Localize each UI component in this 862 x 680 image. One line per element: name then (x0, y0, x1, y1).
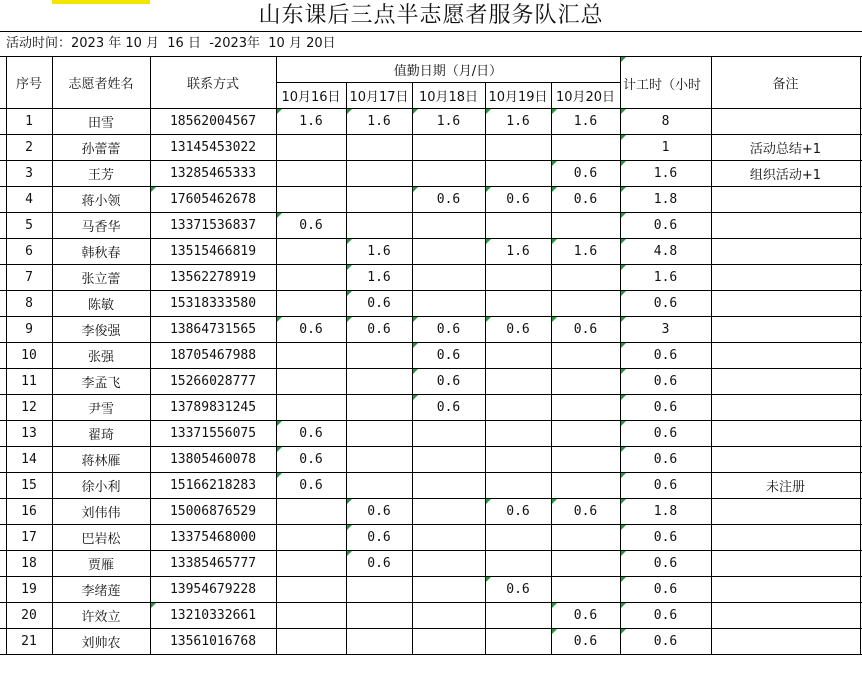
row-seq[interactable]: 15 (21, 477, 37, 493)
cell-marker (621, 603, 626, 608)
row-phone[interactable]: 17605462678 (169, 191, 257, 207)
row-duty-2[interactable] (346, 394, 412, 420)
cell-marker (277, 317, 282, 322)
row-duty-5[interactable]: 0.6 (573, 633, 598, 649)
row-duty-3[interactable]: 0.6 (436, 399, 461, 415)
row-note[interactable] (711, 342, 860, 368)
row-hours[interactable]: 1.6 (653, 165, 678, 181)
cell-marker (552, 161, 557, 166)
row-duty-5[interactable] (551, 368, 620, 394)
header-name[interactable]: 志愿者姓名 (68, 76, 134, 92)
row-note[interactable] (711, 576, 860, 602)
row-duty-4[interactable] (485, 134, 551, 160)
cell-marker (621, 395, 626, 400)
row-duty-2[interactable]: 0.6 (367, 503, 391, 519)
row-duty-4[interactable]: 0.6 (506, 581, 530, 597)
row-seq[interactable]: 11 (21, 373, 37, 389)
row-phone[interactable]: 13375468000 (169, 529, 257, 545)
cell-marker (347, 525, 352, 530)
cell-marker (347, 239, 352, 244)
cell-marker (621, 551, 626, 556)
row-duty-2[interactable] (346, 368, 412, 394)
row-note[interactable] (711, 524, 860, 550)
row-duty-4[interactable] (485, 342, 551, 368)
row-duty-3[interactable] (412, 576, 485, 602)
row-duty-4[interactable] (485, 446, 551, 472)
row-duty-1[interactable]: 0.6 (299, 425, 323, 441)
row-hours[interactable]: 0.6 (653, 399, 678, 415)
row-duty-5[interactable] (551, 264, 620, 290)
row-hours[interactable]: 0.6 (653, 607, 678, 623)
row-duty-4[interactable]: 0.6 (506, 321, 530, 337)
cell-marker (621, 577, 626, 582)
row-note[interactable] (711, 498, 860, 524)
row-duty-5[interactable] (551, 290, 620, 316)
cell-marker (621, 473, 626, 478)
row-duty-2[interactable]: 1.6 (367, 269, 391, 285)
row-hours[interactable]: 1.6 (653, 269, 678, 285)
row-duty-4[interactable] (485, 368, 551, 394)
cell-marker (621, 57, 626, 62)
row-duty-2[interactable]: 0.6 (367, 555, 391, 571)
cell-marker (621, 291, 626, 296)
row-duty-1[interactable] (276, 524, 346, 550)
row-duty-5[interactable] (551, 394, 620, 420)
cell-marker (621, 109, 626, 114)
cell-marker (552, 317, 557, 322)
cell-marker (552, 187, 557, 192)
row-seq[interactable]: 7 (25, 269, 33, 285)
row-note[interactable]: 未注册 (765, 479, 805, 495)
row-duty-3[interactable] (412, 602, 485, 628)
row-note[interactable] (711, 368, 860, 394)
row-hours[interactable]: 0.6 (653, 555, 678, 571)
row-duty-3[interactable]: 0.6 (436, 191, 461, 207)
row-seq[interactable]: 9 (25, 321, 33, 337)
row-name[interactable]: 翟琦 (87, 427, 114, 443)
row-phone[interactable]: 13371556075 (169, 425, 257, 441)
row-duty-4[interactable] (485, 472, 551, 498)
row-duty-5[interactable]: 0.6 (573, 607, 598, 623)
cell-marker (621, 265, 626, 270)
row-duty-5[interactable] (551, 524, 620, 550)
row-hours[interactable]: 1.8 (653, 191, 678, 207)
row-name[interactable]: 尹雪 (87, 401, 114, 417)
row-duty-4[interactable] (485, 290, 551, 316)
row-note[interactable] (711, 264, 860, 290)
row-name[interactable]: 韩秋春 (81, 245, 121, 261)
row-duty-2[interactable] (346, 212, 412, 238)
row-note[interactable] (711, 108, 860, 134)
row-phone[interactable]: 13385465777 (169, 555, 257, 571)
row-duty-5[interactable] (551, 134, 620, 160)
row-duty-5[interactable]: 0.6 (573, 165, 598, 181)
row-duty-3[interactable]: 1.6 (436, 113, 461, 129)
row-name[interactable]: 王芳 (87, 167, 114, 183)
row-hours[interactable]: 0.6 (653, 217, 678, 233)
cell-marker (277, 473, 282, 478)
row-phone[interactable]: 15266028777 (169, 373, 257, 389)
cell-marker (413, 343, 418, 348)
row-duty-3[interactable]: 0.6 (436, 321, 461, 337)
row-duty-3[interactable] (412, 290, 485, 316)
cell-marker (413, 369, 418, 374)
cell-marker (151, 187, 156, 192)
row-duty-1[interactable] (276, 602, 346, 628)
row-duty-3[interactable] (412, 550, 485, 576)
row-duty-4[interactable] (485, 602, 551, 628)
cell-marker (413, 395, 418, 400)
cell-marker (621, 447, 626, 452)
cell-marker (277, 213, 282, 218)
row-hours[interactable]: 0.6 (653, 529, 678, 545)
row-duty-3[interactable]: 0.6 (436, 347, 461, 363)
row-phone[interactable]: 15166218283 (169, 477, 257, 493)
row-name[interactable]: 田雪 (87, 115, 114, 131)
row-name[interactable]: 李孟飞 (81, 375, 121, 391)
row-phone[interactable]: 13562278919 (169, 269, 257, 285)
row-note[interactable] (711, 446, 860, 472)
row-duty-1[interactable] (276, 498, 346, 524)
cell-marker (347, 317, 352, 322)
row-duty-2[interactable] (346, 186, 412, 212)
row-duty-3[interactable] (412, 628, 485, 654)
row-phone[interactable]: 13561016768 (169, 633, 257, 649)
row-name[interactable]: 李绪莲 (81, 583, 121, 599)
cell-marker (347, 265, 352, 270)
row-seq[interactable]: 13 (21, 425, 37, 441)
cell-marker (552, 109, 557, 114)
row-note[interactable] (711, 238, 860, 264)
row-seq[interactable]: 3 (25, 165, 33, 181)
cell-marker (621, 369, 626, 374)
row-duty-1[interactable] (276, 290, 346, 316)
row-duty-5[interactable]: 1.6 (573, 113, 598, 129)
row-duty-3[interactable] (412, 212, 485, 238)
row-duty-3[interactable] (412, 472, 485, 498)
row-duty-3[interactable] (412, 446, 485, 472)
cell-marker (552, 629, 557, 634)
row-phone[interactable]: 15006876529 (169, 503, 257, 519)
cell-marker (621, 525, 626, 530)
row-hours[interactable]: 0.6 (653, 581, 678, 597)
cell-marker (486, 499, 491, 504)
row-hours[interactable]: 0.6 (653, 477, 678, 493)
row-duty-2[interactable] (346, 446, 412, 472)
row-duty-2[interactable]: 0.6 (367, 529, 391, 545)
row-duty-4[interactable]: 1.6 (506, 243, 530, 259)
row-seq[interactable]: 2 (25, 139, 33, 155)
row-name[interactable]: 巴岩松 (81, 531, 121, 547)
row-seq[interactable]: 4 (25, 191, 33, 207)
row-duty-3[interactable] (412, 524, 485, 550)
cell-marker (486, 109, 491, 114)
row-duty-1[interactable]: 0.6 (299, 321, 323, 337)
row-duty-3[interactable]: 0.6 (436, 373, 461, 389)
row-hours[interactable]: 8 (661, 113, 670, 129)
row-duty-2[interactable] (346, 472, 412, 498)
row-duty-3[interactable] (412, 160, 485, 186)
row-seq[interactable]: 20 (21, 607, 37, 623)
cell-marker (621, 161, 626, 166)
row-duty-3[interactable] (412, 420, 485, 446)
header-date-3[interactable]: 10月18日 (418, 89, 479, 105)
activity-period[interactable]: 活动时间：2023 年 10 月 16 日 -2023年 10 月 20日 (6, 36, 336, 51)
row-duty-2[interactable] (346, 628, 412, 654)
cell-marker (621, 629, 626, 634)
cell-marker (552, 603, 557, 608)
cell-marker (347, 499, 352, 504)
row-duty-5[interactable]: 0.6 (573, 321, 598, 337)
row-seq[interactable]: 21 (21, 633, 37, 649)
row-seq[interactable]: 16 (21, 503, 37, 519)
row-note[interactable] (711, 394, 860, 420)
row-name[interactable]: 李俊强 (81, 323, 121, 339)
row-hours[interactable]: 0.6 (653, 451, 678, 467)
row-duty-2[interactable] (346, 420, 412, 446)
row-hours[interactable]: 1.8 (653, 503, 678, 519)
row-note[interactable] (711, 186, 860, 212)
row-note[interactable]: 组织活动+1 (749, 167, 822, 183)
row-duty-4[interactable]: 0.6 (506, 191, 530, 207)
cell-marker (621, 187, 626, 192)
row-duty-5[interactable]: 0.6 (573, 503, 598, 519)
row-duty-5[interactable] (551, 576, 620, 602)
row-duty-1[interactable] (276, 394, 346, 420)
row-duty-3[interactable] (412, 134, 485, 160)
row-note[interactable] (711, 212, 860, 238)
row-note[interactable] (711, 316, 860, 342)
row-duty-1[interactable] (276, 186, 346, 212)
header-date-4[interactable]: 10月19日 (488, 89, 548, 105)
cell-marker (621, 135, 626, 140)
row-duty-1[interactable] (276, 342, 346, 368)
row-duty-4[interactable] (485, 628, 551, 654)
row-phone[interactable]: 13285465333 (169, 165, 257, 181)
row-hours[interactable]: 0.6 (653, 373, 678, 389)
row-name[interactable]: 刘伟伟 (81, 505, 121, 521)
row-hours[interactable]: 1 (661, 139, 670, 155)
row-phone[interactable]: 13210332661 (169, 607, 257, 623)
row-duty-2[interactable] (346, 160, 412, 186)
row-duty-3[interactable] (412, 264, 485, 290)
row-name[interactable]: 许效立 (81, 609, 121, 625)
row-seq[interactable]: 12 (21, 399, 37, 415)
row-hours[interactable]: 0.6 (653, 295, 678, 311)
row-duty-4[interactable]: 1.6 (506, 113, 530, 129)
row-duty-2[interactable]: 1.6 (367, 113, 391, 129)
row-duty-4[interactable] (485, 212, 551, 238)
row-name[interactable]: 张强 (87, 349, 114, 365)
row-seq[interactable]: 19 (21, 581, 37, 597)
row-hours[interactable]: 3 (661, 321, 670, 337)
cell-marker (621, 317, 626, 322)
row-duty-1[interactable] (276, 160, 346, 186)
row-duty-4[interactable] (485, 550, 551, 576)
row-phone[interactable]: 13145453022 (169, 139, 257, 155)
row-duty-5[interactable] (551, 550, 620, 576)
row-line (0, 654, 862, 655)
cell-marker (347, 109, 352, 114)
cell-marker (486, 187, 491, 192)
cell-marker (552, 499, 557, 504)
row-duty-2[interactable] (346, 602, 412, 628)
row-phone[interactable]: 13954679228 (169, 581, 257, 597)
sheet-title[interactable]: 山东课后三点半志愿者服务队汇总 (258, 3, 604, 28)
row-note[interactable] (711, 628, 860, 654)
row-phone[interactable]: 15318333580 (169, 295, 257, 311)
cell-marker (413, 109, 418, 114)
row-duty-5[interactable] (551, 212, 620, 238)
row-seq[interactable]: 17 (21, 529, 37, 545)
header-date-2[interactable]: 10月17日 (349, 89, 409, 105)
row-note[interactable] (711, 602, 860, 628)
row-name[interactable]: 孙蕾蕾 (81, 141, 121, 157)
row-duty-5[interactable]: 0.6 (573, 191, 598, 207)
row-name[interactable]: 刘帅农 (81, 635, 121, 651)
cell-marker (277, 421, 282, 426)
row-duty-1[interactable] (276, 264, 346, 290)
row-hours[interactable]: 4.8 (653, 243, 678, 259)
row-name[interactable]: 蒋小领 (81, 193, 121, 209)
cell-marker (621, 239, 626, 244)
row-duty-1[interactable]: 1.6 (299, 113, 323, 129)
cell-marker (621, 421, 626, 426)
row-seq[interactable]: 1 (25, 113, 33, 129)
row-duty-1[interactable] (276, 576, 346, 602)
row-duty-5[interactable] (551, 342, 620, 368)
row-phone[interactable]: 18705467988 (169, 347, 257, 363)
row-duty-2[interactable] (346, 134, 412, 160)
header-note[interactable]: 备注 (772, 76, 799, 92)
row-duty-2[interactable]: 0.6 (367, 321, 391, 337)
row-duty-5[interactable] (551, 472, 620, 498)
row-duty-4[interactable]: 0.6 (506, 503, 530, 519)
row-phone[interactable]: 13789831245 (169, 399, 257, 415)
row-phone[interactable]: 13864731565 (169, 321, 257, 337)
row-phone[interactable]: 18562004567 (169, 113, 257, 129)
row-phone[interactable]: 13515466819 (169, 243, 257, 259)
row-name[interactable]: 蒋林雁 (81, 453, 121, 469)
header-seq[interactable]: 序号 (15, 76, 42, 92)
header-date-1[interactable]: 10月16日 (281, 89, 341, 105)
row-duty-2[interactable]: 1.6 (367, 243, 391, 259)
header-contact[interactable]: 联系方式 (186, 76, 239, 92)
row-duty-4[interactable] (485, 160, 551, 186)
cell-marker (413, 317, 418, 322)
row-name[interactable]: 陈敏 (87, 297, 114, 313)
row-seq[interactable]: 5 (25, 217, 33, 233)
row-duty-3[interactable] (412, 498, 485, 524)
row-duty-2[interactable] (346, 342, 412, 368)
row-seq[interactable]: 8 (25, 295, 33, 311)
row-duty-3[interactable] (412, 238, 485, 264)
row-duty-4[interactable] (485, 420, 551, 446)
row-duty-1[interactable]: 0.6 (299, 451, 323, 467)
cell-marker (552, 239, 557, 244)
cell-marker (151, 603, 156, 608)
row-note[interactable]: 活动总结+1 (749, 141, 822, 157)
cell-marker (347, 551, 352, 556)
cell-marker (486, 239, 491, 244)
row-duty-1[interactable] (276, 550, 346, 576)
header-date-5[interactable]: 10月20日 (555, 89, 616, 105)
row-name[interactable]: 贾雁 (87, 557, 114, 573)
row-duty-4[interactable] (485, 394, 551, 420)
cell-marker (486, 577, 491, 582)
row-duty-1[interactable] (276, 134, 346, 160)
row-duty-4[interactable] (485, 524, 551, 550)
row-name[interactable]: 徐小利 (81, 479, 121, 495)
header-duty-dates[interactable]: 值勤日期（月/日） (393, 63, 503, 79)
row-seq[interactable]: 18 (21, 555, 37, 571)
row-duty-5[interactable] (551, 420, 620, 446)
row-seq[interactable]: 14 (21, 451, 37, 467)
row-note[interactable] (711, 290, 860, 316)
row-duty-2[interactable] (346, 576, 412, 602)
row-duty-2[interactable]: 0.6 (367, 295, 391, 311)
cell-marker (277, 109, 282, 114)
cell-marker (347, 291, 352, 296)
row-phone[interactable]: 13371536837 (169, 217, 257, 233)
row-note[interactable] (711, 550, 860, 576)
cell-marker (486, 317, 491, 322)
header-hours[interactable]: 计工时（小时 (623, 78, 702, 93)
row-duty-5[interactable] (551, 446, 620, 472)
row-hours[interactable]: 0.6 (653, 425, 678, 441)
row-duty-1[interactable] (276, 628, 346, 654)
row-hours[interactable]: 0.6 (653, 347, 678, 363)
row-duty-5[interactable]: 1.6 (573, 243, 598, 259)
cell-marker (621, 499, 626, 504)
row-duty-1[interactable]: 0.6 (299, 477, 323, 493)
column-line (860, 56, 861, 654)
row-name[interactable]: 马香华 (81, 219, 121, 235)
row-seq[interactable]: 6 (25, 243, 33, 259)
cell-marker (621, 343, 626, 348)
title-underline (0, 31, 862, 32)
cell-marker (621, 213, 626, 218)
cell-marker (413, 187, 418, 192)
row-duty-1[interactable] (276, 368, 346, 394)
row-note[interactable] (711, 420, 860, 446)
row-name[interactable]: 张立蕾 (81, 271, 121, 287)
row-phone[interactable]: 13805460078 (169, 451, 257, 467)
row-seq[interactable]: 10 (21, 347, 37, 363)
row-duty-1[interactable] (276, 238, 346, 264)
cell-marker (277, 447, 282, 452)
row-duty-4[interactable] (485, 264, 551, 290)
row-duty-1[interactable]: 0.6 (299, 217, 323, 233)
row-hours[interactable]: 0.6 (653, 633, 678, 649)
